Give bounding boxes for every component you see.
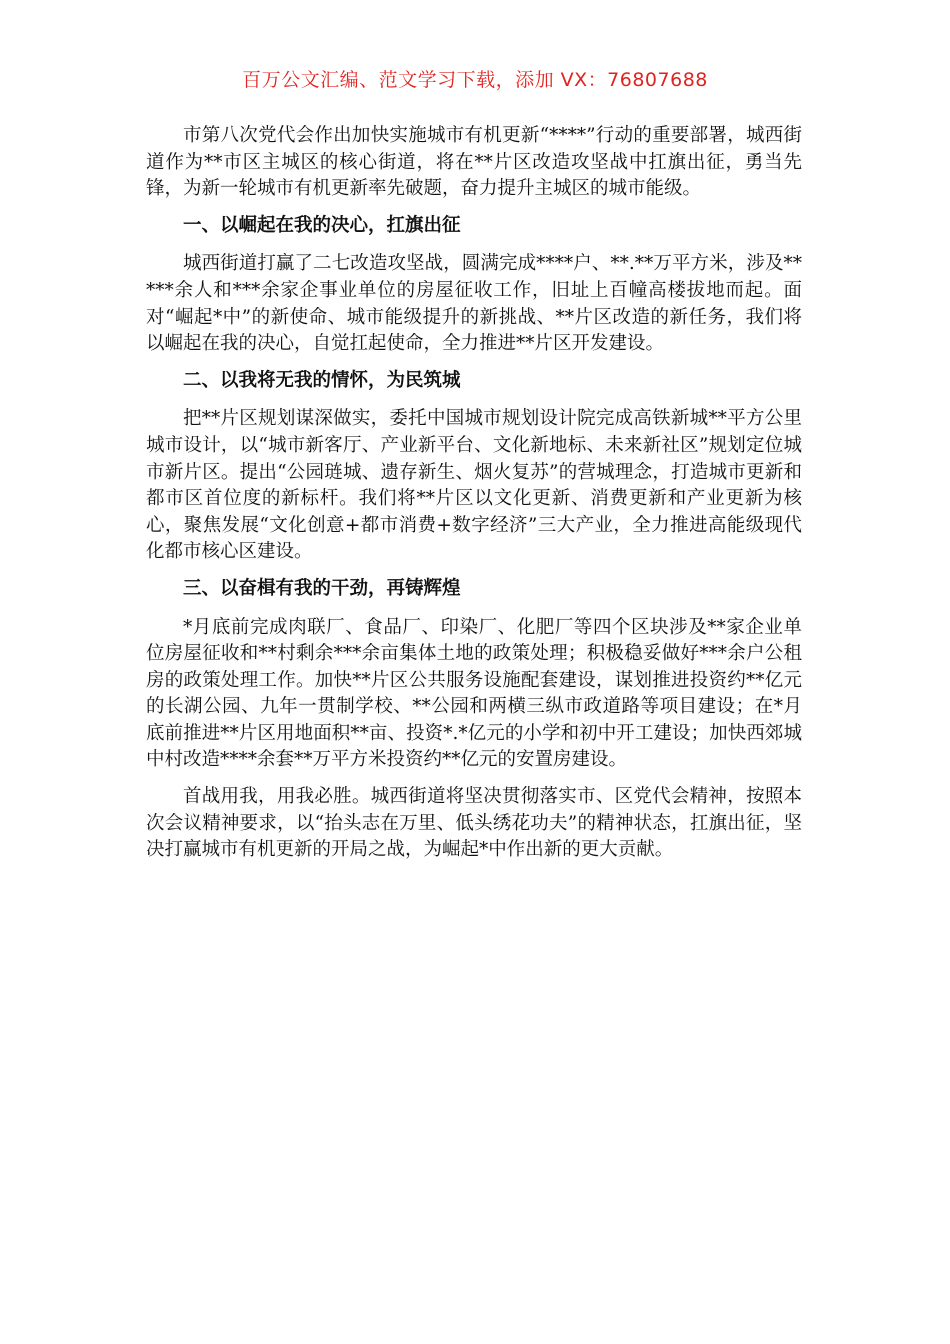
section-heading-1: 一、以崛起在我的决心，扛旗出征 [183, 214, 461, 236]
section-3-paragraph: *月底前完成肉联厂、食品厂、印染厂、化肥厂等四个区块涉及**家企业单位房屋征收和**村剩余***余亩集体土地的政策处理；积极稳妥做好***余户公租房的政策处理工作。加快**片区公共服务设施配套建设，谋划推进投资约**亿元的长湖公园、九年一贯制学校、**公园和两横三纵市政道路等项目建设；在*月底前推进**片区用地面积**亩、投资*.*亿元的小学和初中开工建设；加快西郊城中村改造****余套**万平方米投资约**亿元的安置房建设。 [146, 616, 802, 771]
section-heading-2: 二、以我将无我的情怀，为民筑城 [183, 369, 461, 391]
intro-paragraph: 市第八次党代会作出加快实施城市有机更新“****”行动的重要部署，城西街道作为**市区主城区的核心街道，将在**片区改造攻坚战中扛旗出征，勇当先锋，为新一轮城市有机更新率先破题，奋力提升主城区的城市能级。 [146, 125, 802, 200]
watermark-banner: 百万公文汇编、范文学习下载，添加 VX：76807688 [242, 69, 708, 91]
section-heading-3: 三、以奋楫有我的干劲，再铸辉煌 [183, 577, 461, 599]
section-2-paragraph: 把**片区规划谋深做实，委托中国城市规划设计院完成高铁新城**平方公里城市设计，以“城市新客厅、产业新平台、文化新地标、未来新社区”规划定位城市新片区。提出“公园琏城、遗存新生、烟火复苏”的营城理念，打造城市更新和都市区首位度的新标杆。我们将**片区以文化更新、消费更新和产业更新为核心，聚焦发展“文化创意+都市消费+数字经济”三大产业，全力推进高能级现代化都市核心区建设。 [146, 408, 802, 563]
section-1-paragraph: 城西街道打赢了二七改造攻坚战，圆满完成****户、**.**万平方米，涉及*****余人和***余家企事业单位的房屋征收工作，旧址上百幢高楼拔地而起。面对“崛起*中”的新使命、城市能级提升的新挑战、**片区改造的新任务，我们将以崛起在我的决心，自觉扛起使命，全力推进**片区开发建设。 [146, 253, 802, 355]
closing-paragraph: 首战用我，用我必胜。城西街道将坚决贯彻落实市、区党代会精神，按照本次会议精神要求，以“抬头志在万里、低头绣花功夫”的精神状态，扛旗出征，坚决打赢城市有机更新的开局之战，为崛起*中作出新的更大贡献。 [146, 786, 802, 861]
document-body [146, 123, 802, 874]
